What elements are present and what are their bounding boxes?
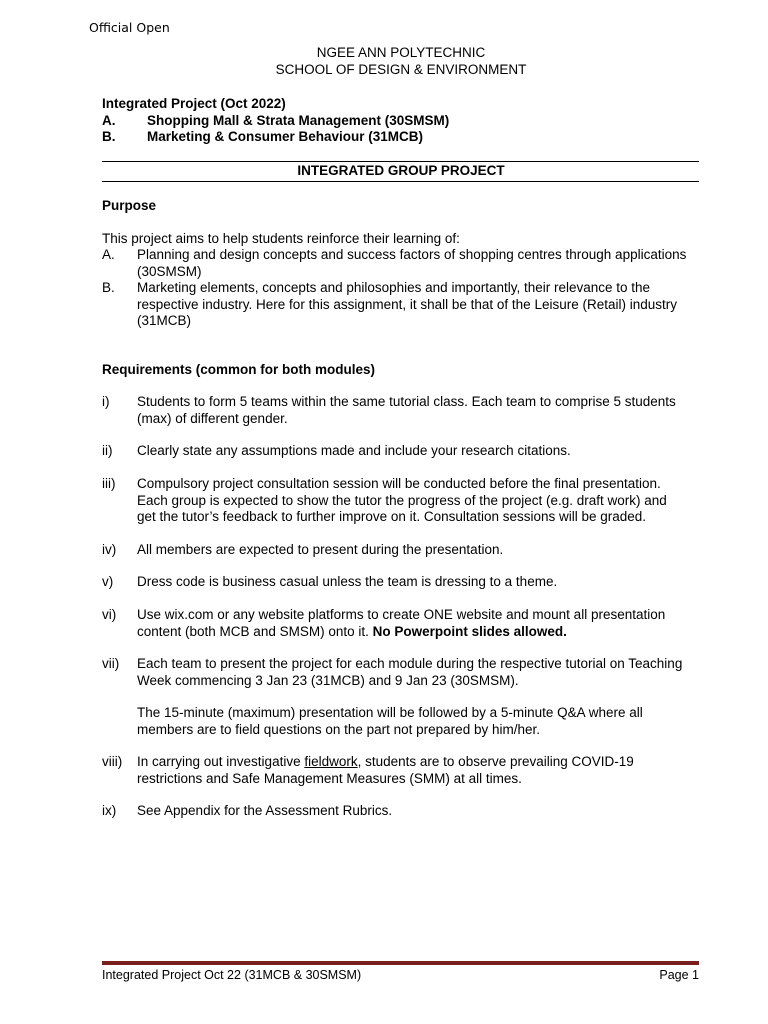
purpose-item-text: Planning and design concepts and success factors of shopping centres through applications (30SMSM)	[137, 247, 687, 279]
requirement-text: Each team to present the project for each module during the respective tutorial on Teaching Week commencing 3 Jan 23 (31MCB) and 9 Jan 23 (30SMSM).	[137, 656, 683, 688]
requirement-text-continued: The 15-minute (maximum) presentation will be followed by a 5-minute Q&A where all members are to field questions on the part not prepared by him/her.	[137, 705, 643, 737]
footer-document-title: Integrated Project Oct 22 (31MCB & 30SMSM)	[102, 968, 362, 982]
purpose-item-label: B.	[102, 280, 115, 295]
requirement-text: In carrying out investigative fieldwork, students are to observe prevailing COVID-19 restrictions and Safe Management Measures (SMM) at all times.	[137, 754, 634, 786]
requirement-text: See Appendix for the Assessment Rubrics.	[137, 803, 393, 818]
page-number: Page 1	[659, 968, 699, 982]
module-a-label: A.	[102, 113, 116, 128]
requirement-text: Students to form 5 teams within the same tutorial class. Each team to comprise 5 students (max) of different gender.	[137, 394, 676, 426]
no-powerpoint-notice: No Powerpoint slides allowed.	[372, 623, 567, 639]
requirement-number: ii)	[102, 443, 113, 458]
purpose-heading: Purpose	[102, 198, 157, 213]
section-rule-top	[102, 161, 699, 162]
requirement-text: Clearly state any assumptions made and include your research citations.	[137, 443, 571, 458]
project-title: Integrated Project (Oct 2022)	[102, 96, 286, 111]
requirements-heading: Requirements (common for both modules)	[102, 362, 376, 377]
fieldwork-underlined: fieldwork	[304, 754, 358, 769]
module-b-label: B.	[102, 129, 116, 144]
requirement-number: iv)	[102, 542, 117, 557]
institution-name: NGEE ANN POLYTECHNIC	[316, 45, 486, 60]
requirement-text: Compulsory project consultation session will be conducted before the final presentation. Each group is expected to show the tutor the progress of the project (e.g. draft work) and get the tutor’s feedback to further improve on it. Consultation sessions will be graded.	[137, 476, 667, 525]
requirement-number: ix)	[102, 803, 117, 818]
purpose-item-label: A.	[102, 247, 115, 262]
requirement-number: iii)	[102, 476, 116, 491]
section-rule-bottom	[102, 181, 699, 182]
section-title: INTEGRATED GROUP PROJECT	[297, 163, 505, 178]
footer-bar	[102, 961, 699, 965]
classification-label: Official Open	[89, 20, 170, 35]
requirement-number: vi)	[102, 607, 117, 622]
school-name: SCHOOL OF DESIGN & ENVIRONMENT	[275, 62, 527, 77]
module-a-name: Shopping Mall & Strata Management (30SMSM)	[147, 113, 450, 128]
requirement-text: Dress code is business casual unless the team is dressing to a theme.	[137, 574, 558, 589]
requirement-number: viii)	[102, 754, 123, 769]
module-b-name: Marketing & Consumer Behaviour (31MCB)	[147, 129, 424, 144]
requirement-number: i)	[102, 394, 110, 409]
purpose-item-text: Marketing elements, concepts and philosophies and importantly, their relevance to the respective industry. Here for this assignment, it shall be that of the Leisure (Retail) industry (31MCB)	[137, 280, 677, 329]
requirement-number: vii)	[102, 656, 120, 671]
purpose-intro: This project aims to help students reinforce their learning of:	[102, 231, 460, 246]
requirement-text: All members are expected to present during the presentation.	[137, 542, 504, 557]
requirement-number: v)	[102, 574, 114, 589]
requirement-text: Use wix.com or any website platforms to create ONE website and mount all presentation content (both MCB and SMSM) onto it. No Powerpoint slides allowed.	[137, 607, 666, 639]
